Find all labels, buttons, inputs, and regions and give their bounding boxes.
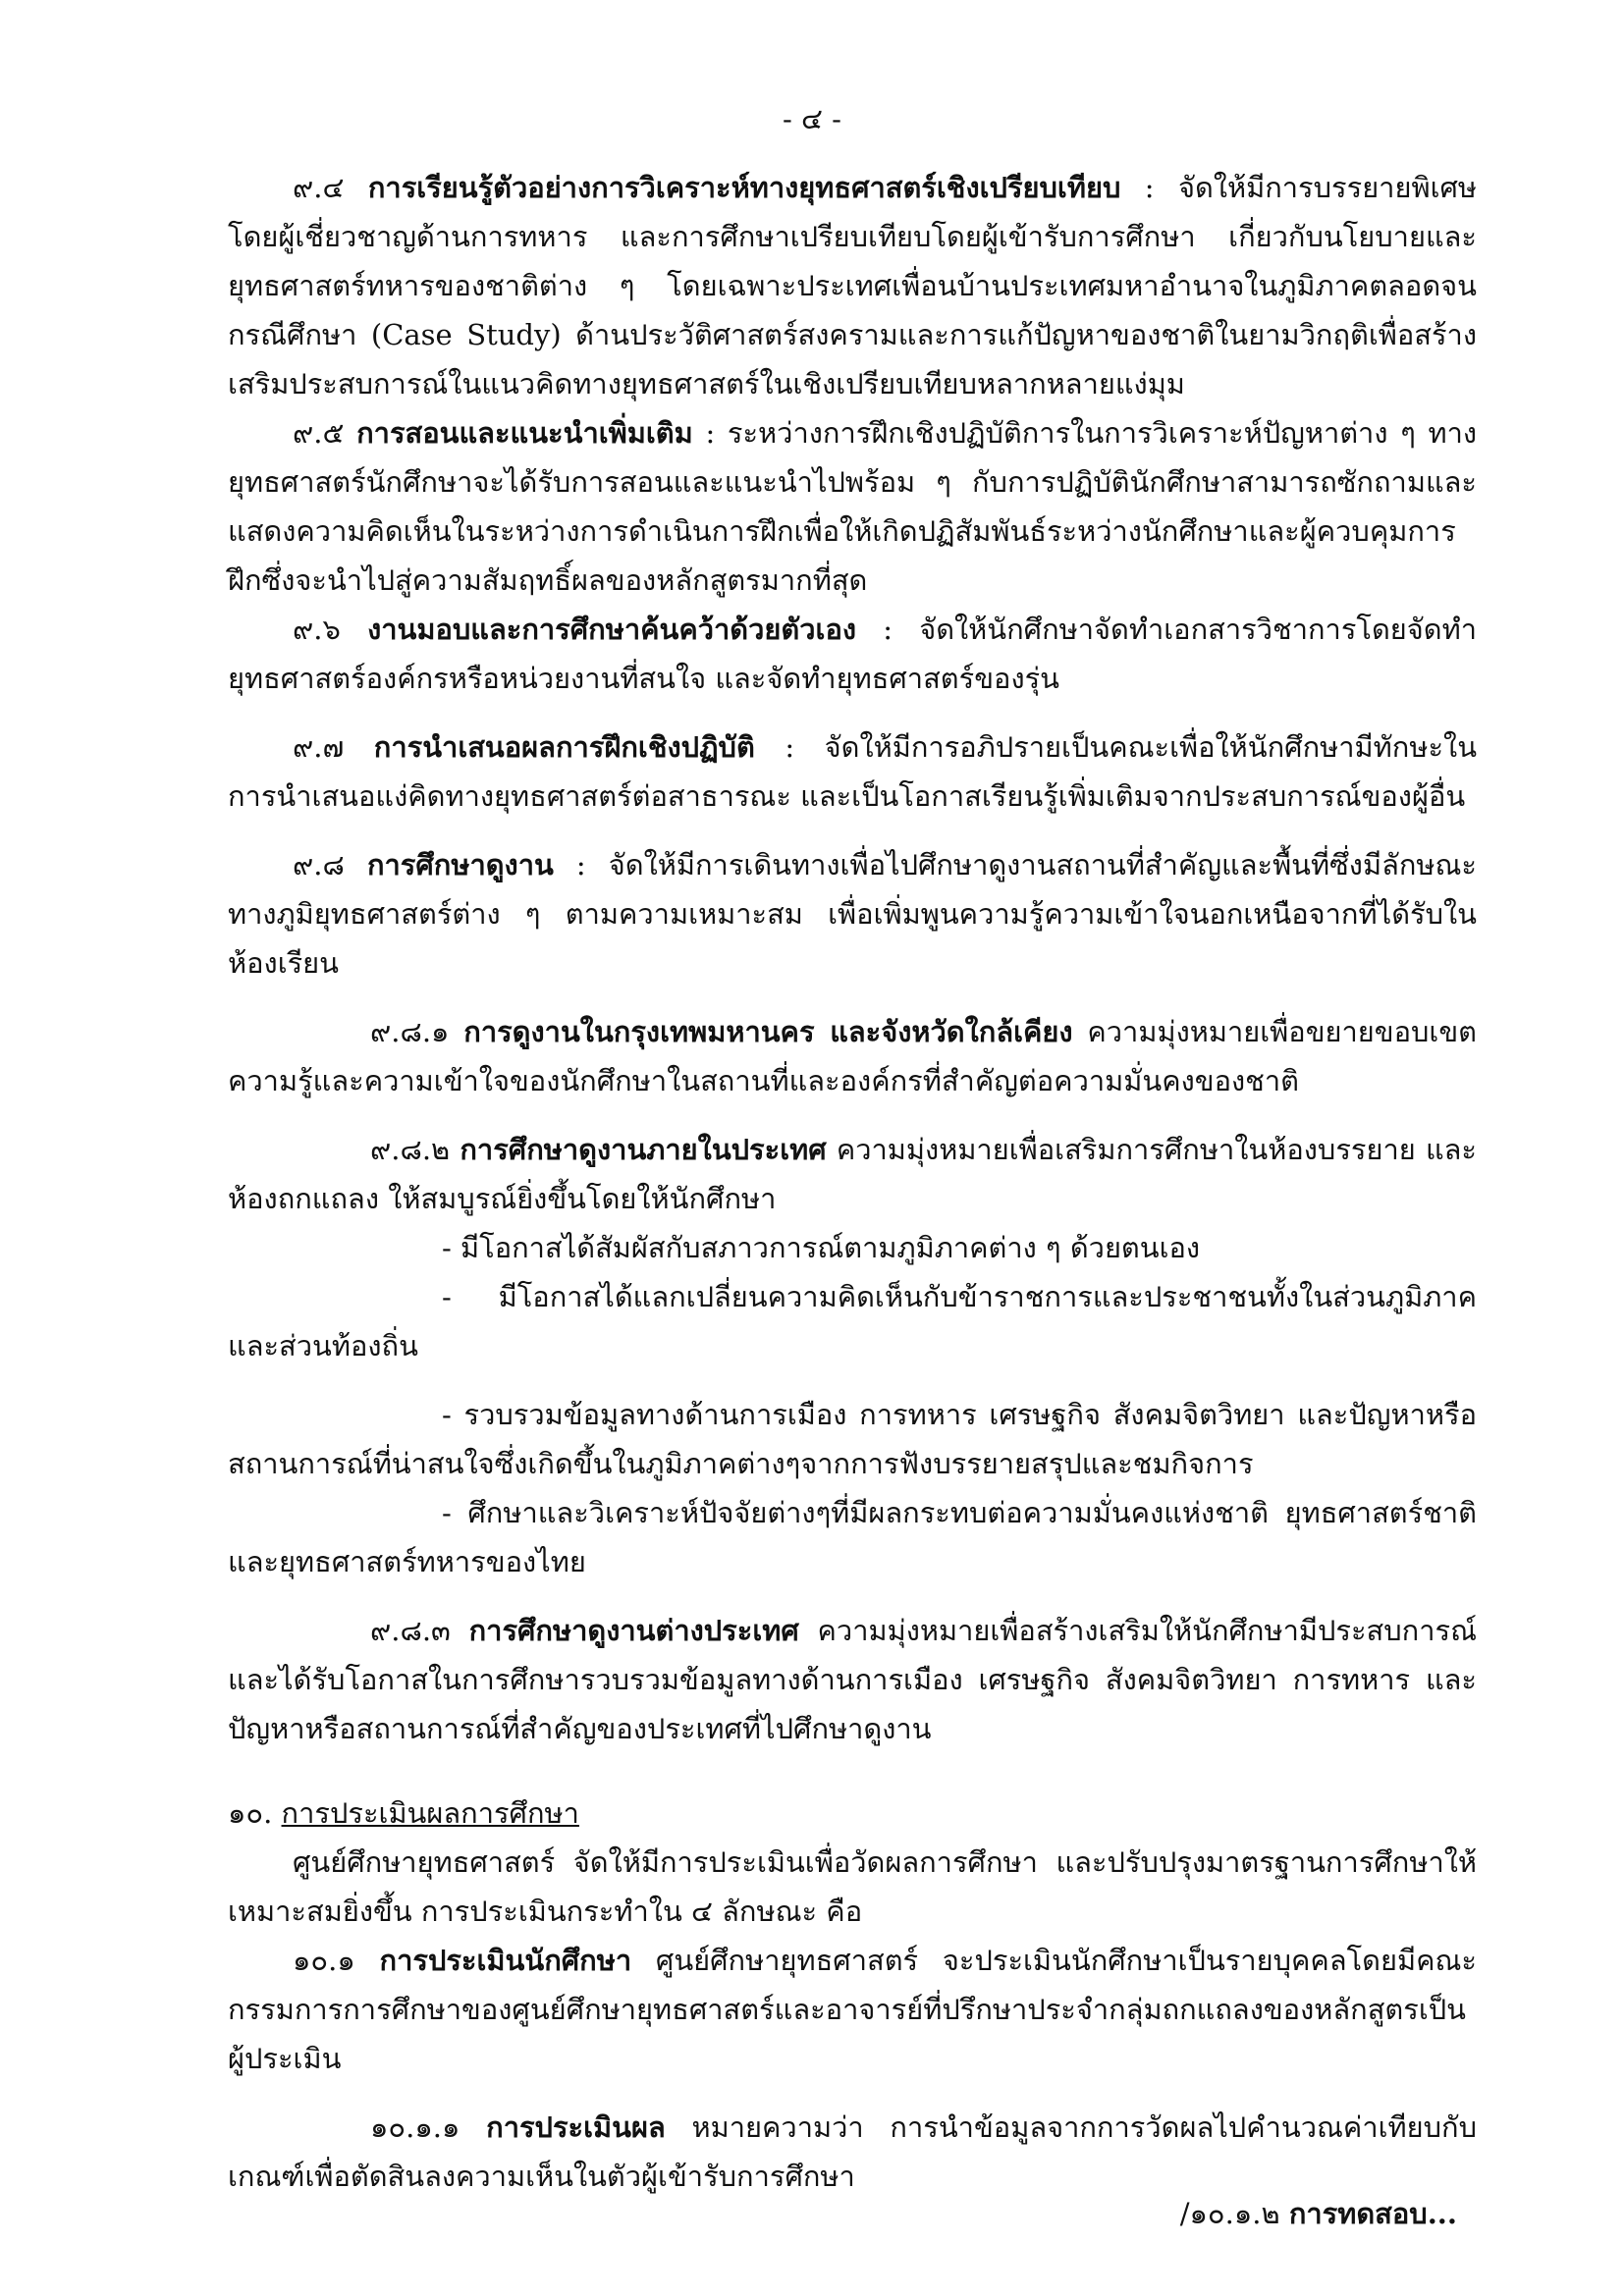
item-9-8-2: ๙.๘.๒ การศึกษาดูงานภายในประเทศ ความมุ่งหมายเพื่อเสริมการศึกษาในห้องบรรยาย และห้องถกแถลง ให้สมบูรณ์ยิ่งขึ้นโดยให้นักศึกษา — [228, 1133, 1477, 1215]
item-9-8-1: ๙.๘.๑ การดูงานในกรุงเทพมหานคร และจังหวัดใกล้เคียง ความมุ่งหมายเพื่อขยายขอบเขตความรู้และความเข้าใจของนักศึกษาในสถานที่และองค์กรที่สำคัญต่อความมั่นคงของชาติ — [228, 1015, 1478, 1097]
item-10-1: ๑๐.๑ การประเมินนักศึกษา ศูนย์ศึกษายุทธศาสตร์ จะประเมินนักศึกษาเป็นรายบุคคลโดยมีคณะกรรมการการศึกษาของศูนย์ศึกษายุทธศาสตร์และอาจารย์ที่ปรึกษาประจำกลุ่มถกแถลงของหลักสูตรเป็นผู้ประเมิน — [228, 1944, 1477, 2075]
item-9-7: ๙.๗ การนำเสนอผลการฝึกเชิงปฏิบัติ : จัดให้มีการอภิปรายเป็นคณะเพื่อให้นักศึกษามีทักษะในการนำเสนอแง่คิดทางยุทธศาสตร์ต่อสาธารณะ และเป็นโอกาสเรียนรู้เพิ่มเติมจากประสบการณ์ของผู้อื่น — [228, 730, 1478, 813]
section-10-intro: ศูนย์ศึกษายุทธศาสตร์ จัดให้มีการประเมินเพื่อวัดผลการศึกษา และปรับปรุงมาตรฐานการศึกษาให้เหมาะสมยิ่งขึ้น การประเมินกระทำใน ๔ ลักษณะ คือ — [228, 1845, 1477, 1928]
document-body — [228, 163, 1477, 2201]
item-10-1-1: ๑๐.๑.๑ การประเมินผล หมายความว่า การนำข้อมูลจากการวัดผลไปคำนวณค่าเทียบกับเกณฑ์เพื่อตัดสินลงความเห็นในตัวผู้เข้ารับการศึกษา — [228, 2110, 1477, 2193]
bullet-item: - รวบรวมข้อมูลทางด้านการเมือง การทหาร เศรษฐกิจ สังคมจิตวิทยา และปัญหาหรือสถานการณ์ที่น่าสนใจซึ่งเกิดขึ้นในภูมิภาคต่างๆจากการฟังบรรยายสรุปและชมกิจการ — [228, 1398, 1477, 1480]
bullet-item: - มีโอกาสได้แลกเปลี่ยนความคิดเห็นกับข้าราชการและประชาชนทั้งในส่วนภูมิภาคและส่วนท้องถิ่น — [228, 1280, 1477, 1362]
item-9-6: ๙.๖ งานมอบและการศึกษาค้นคว้าด้วยตัวเอง : จัดให้นักศึกษาจัดทำเอกสารวิชาการโดยจัดทำยุทธศาสตร์องค์กรหรือหน่วยงานที่สนใจ และจัดทำยุทธศาสตร์ของรุ่น — [228, 613, 1478, 695]
page-number: - ๔ - — [783, 102, 841, 135]
item-9-5: ๙.๕ การสอนและแนะนำเพิ่มเติม : ระหว่างการฝึกเชิงปฏิบัติการในการวิเคราะห์ปัญหาต่าง ๆ ทางยุทธศาสตร์นักศึกษาจะได้รับการสอนและแนะนำไปพร้อม ๆ กับการปฏิบัตินักศึกษาสามารถซักถามและแสดงความคิดเห็นในระหว่างการดำเนินการฝึกเพื่อให้เกิดปฏิสัมพันธ์ระหว่างนักศึกษาและผู้ควบคุมการฝึกซึ่งจะนำไปสู่ความสัมฤทธิ์ผลของหลักสูตรมากที่สุด — [228, 416, 1478, 597]
section-10-heading: ๑๐. การประเมินผลการศึกษา — [228, 1796, 579, 1830]
bullet-item: - มีโอกาสได้สัมผัสกับสภาวการณ์ตามภูมิภาคต่าง ๆ ด้วยตนเอง — [442, 1231, 1201, 1264]
continuation-footer: /๑๐.๑.๒ การทดสอบ... — [1179, 2197, 1457, 2230]
item-9-4: ๙.๔ การเรียนรู้ตัวอย่างการวิเคราะห์ทางยุทธศาสตร์เชิงเปรียบเทียบ : จัดให้มีการบรรยายพิเศษโดยผู้เชี่ยวชาญด้านการทหาร และการศึกษาเปรียบเทียบโดยผู้เข้ารับการศึกษา เกี่ยวกับนโยบายและยุทธศาสตร์ทหารของชาติต่าง ๆ โดยเฉพาะประเทศเพื่อนบ้านประเทศมหาอำนาจในภูมิภาคตลอดจนกรณีศึกษา (Case Study) ด้านประวัติศาสตร์สงครามและการแก้ปัญหาของชาติในยามวิกฤติเพื่อสร้างเสริมประสบการณ์ในแนวคิดทางยุทธศาสตร์ในเชิงเปรียบเทียบหลากหลายแง่มุม — [228, 171, 1478, 400]
bullet-item: - ศึกษาและวิเคราะห์ปัจจัยต่างๆที่มีผลกระทบต่อความมั่นคงแห่งชาติ ยุทธศาสตร์ชาติและยุทธศาสตร์ทหารของไทย — [228, 1496, 1477, 1578]
item-9-8-3: ๙.๘.๓ การศึกษาดูงานต่างประเทศ ความมุ่งหมายเพื่อสร้างเสริมให้นักศึกษามีประสบการณ์และได้รับโอกาสในการศึกษารวบรวมข้อมูลทางด้านการเมือง เศรษฐกิจ สังคมจิตวิทยา การทหาร และปัญหาหรือสถานการณ์ที่สำคัญของประเทศที่ไปศึกษาดูงาน — [228, 1614, 1477, 1745]
item-9-8: ๙.๘ การศึกษาดูงาน : จัดให้มีการเดินทางเพื่อไปศึกษาดูงานสถานที่สำคัญและพื้นที่ซึ่งมีลักษณะทางภูมิยุทธศาสตร์ต่าง ๆ ตามความเหมาะสม เพื่อเพิ่มพูนความรู้ความเข้าใจนอกเหนือจากที่ได้รับในห้องเรียน — [228, 848, 1478, 980]
